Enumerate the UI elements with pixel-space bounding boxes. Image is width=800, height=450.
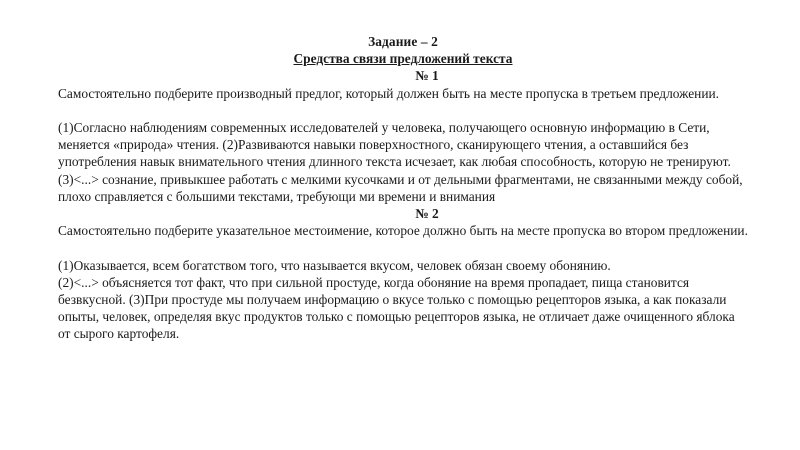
exercise-2-sentence-2: (2)<...> объясняется тот факт, что при сильной простуде, когда обоняние на время пропадает, пища становится безвкусной. (3)При простуде мы получаем информацию о вкусе только с помощью рецепторов языка, а как показали опыты, человек, определяя вкус продуктов только с помощью рецепторов языка, не отличает даже очищенного яблока от сырого картофеля. bbox=[58, 274, 735, 342]
task-subtitle: Средства связи предложений текста bbox=[293, 51, 513, 67]
exercise-2-number: № 2 bbox=[415, 206, 439, 222]
exercise-1-instruction: Самостоятельно подберите производный предлог, который должен быть на месте пропуска в третьем предложении. bbox=[58, 85, 720, 101]
exercise-2-sentence-1: (1)Оказывается, всем богатством того, что называется вкусом, человек обязан своему обонянию. bbox=[58, 257, 611, 273]
exercise-1-text: (1)Согласно наблюдениям современных исследователей у человека, получающего основную информацию в Сети, меняется «природа» чтения. (2)Развиваются навыки поверхностного, сканирующего чтения, а оставшийся без употребления навык внимательного чтения длинного текста исчезает, как любая способность, которую не тренируют. (3)<...> сознание, привыкшее работать с мелкими кусочками и от дельными фрагментами, не связанными между собой, плохо справляется с большими текстами, требующи ми времени и внимания bbox=[58, 120, 743, 204]
spacer bbox=[58, 102, 748, 119]
exercise-2-instruction: Самостоятельно подберите указательное местоимение, которое должно быть на месте пропуска во втором предложении. bbox=[58, 223, 748, 239]
spacer bbox=[58, 239, 748, 256]
exercise-1-number: № 1 bbox=[415, 68, 439, 84]
slide-content bbox=[58, 33, 748, 343]
task-title: Задание – 2 bbox=[368, 34, 438, 49]
